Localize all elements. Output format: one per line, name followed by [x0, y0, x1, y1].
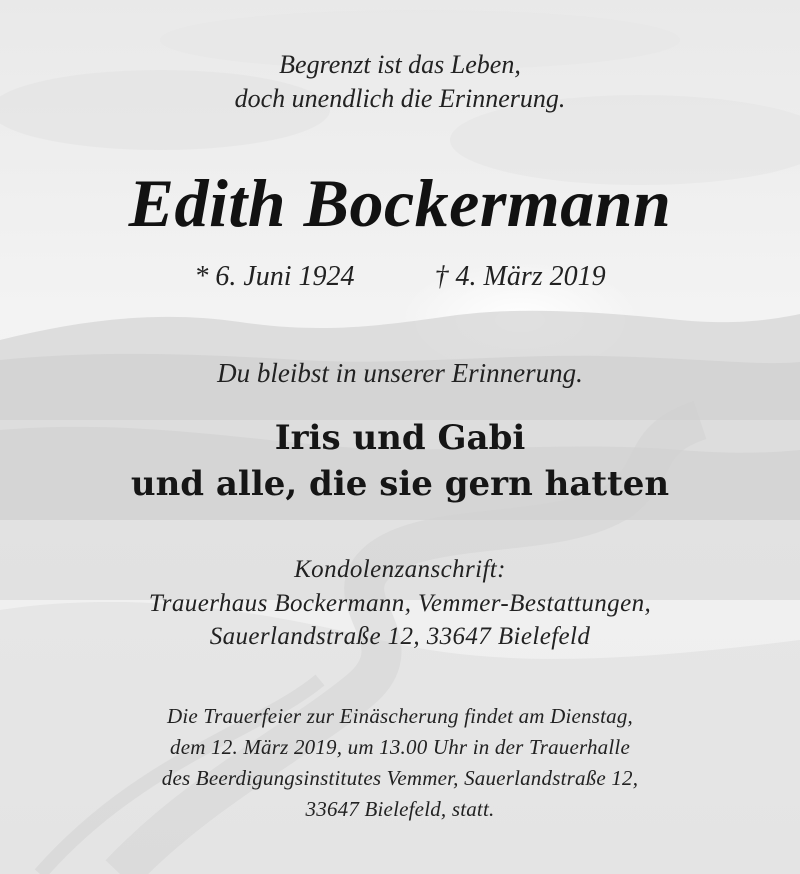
ceremony-line-3: des Beerdigungsinstitutes Vemmer, Sauerlandstraße 12,: [161, 766, 639, 790]
mourners-line-2: und alle, die sie gern hatten: [130, 464, 670, 504]
condolence-line-2: Sauerlandstraße 12, 33647 Bielefeld: [209, 623, 591, 650]
ceremony-line-2: dem 12. März 2019, um 13.00 Uhr in der Trauerhalle: [170, 735, 630, 759]
life-dates: [0, 261, 800, 293]
ceremony-line-1: Die Trauerfeier zur Einäscherung findet am Dienstag,: [167, 704, 633, 728]
condolence-line-1: Trauerhaus Bockermann, Vemmer-Bestattungen,: [148, 590, 652, 617]
motto-line-1: Begrenzt ist das Leben,: [279, 50, 521, 79]
death-date: † 4. März 2019: [434, 261, 606, 292]
mourners-line-1: Iris und Gabi: [274, 418, 526, 458]
deceased-name: Edith Bockermann: [128, 165, 672, 241]
farewell-line: Du bleibst in unserer Erinnerung.: [217, 358, 583, 388]
ceremony-line-4: 33647 Bielefeld, statt.: [305, 797, 495, 821]
birth-date: * 6. Juni 1924: [194, 261, 355, 292]
condolence-heading: Kondolenzanschrift:: [294, 556, 506, 583]
motto-line-2: doch unendlich die Erinnerung.: [234, 84, 566, 113]
